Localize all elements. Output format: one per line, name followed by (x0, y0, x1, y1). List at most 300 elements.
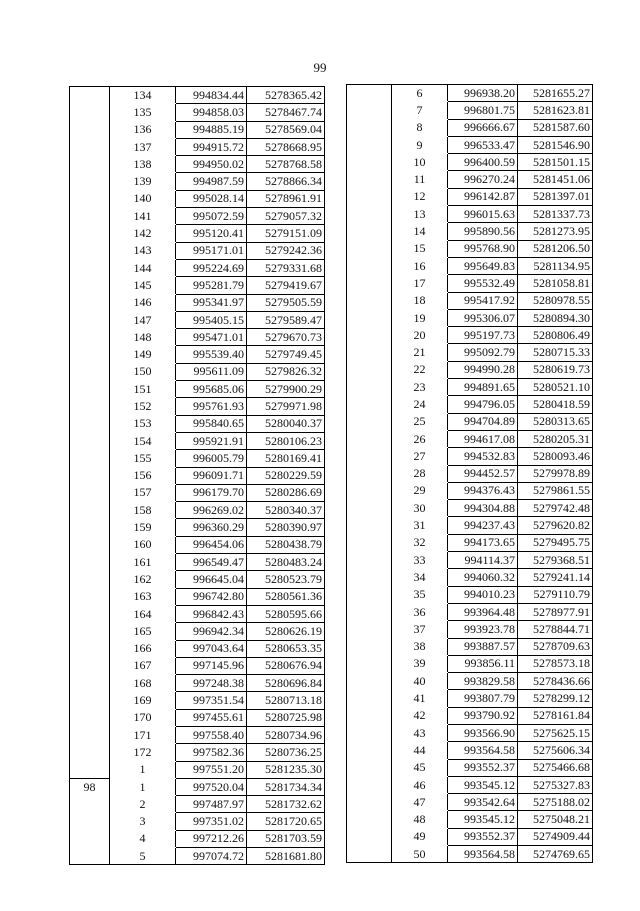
point-number-cell: 168 (133, 675, 152, 690)
x-coordinate-cell: 995028.14 (176, 190, 247, 207)
point-number-cell: 15 (413, 241, 426, 256)
group-cell (347, 846, 392, 863)
table-row (70, 519, 325, 536)
table-row (347, 102, 593, 119)
x-coordinate-cell: 994237.43 (448, 517, 518, 534)
y-coordinate-cell: 5280561.36 (247, 588, 325, 605)
table-row (347, 223, 593, 240)
group-cell (70, 138, 110, 155)
point-number-cell: 44 (413, 742, 426, 757)
table-row (347, 517, 593, 534)
table-row (347, 257, 593, 274)
table-row (347, 206, 593, 223)
x-coordinate-cell: 994060.32 (448, 569, 518, 586)
y-coordinate-cell: 5280894.30 (518, 309, 593, 326)
x-coordinate-cell: 995611.09 (176, 363, 247, 380)
point-number-cell: 147 (133, 312, 152, 327)
point-number-cell: 16 (413, 258, 426, 273)
y-coordinate-cell: 5278866.34 (247, 173, 325, 190)
y-coordinate-cell: 5280205.31 (518, 430, 593, 447)
table-row (70, 156, 325, 173)
y-coordinate-cell: 5280390.97 (247, 519, 325, 536)
table-row (347, 673, 593, 690)
table-row (347, 690, 593, 707)
y-coordinate-cell: 5279368.51 (518, 552, 593, 569)
x-coordinate-cell: 996549.47 (176, 554, 247, 571)
table-row (347, 759, 593, 776)
group-cell (70, 761, 110, 778)
x-coordinate-cell: 996742.80 (176, 588, 247, 605)
group-cell (347, 102, 392, 119)
x-coordinate-cell: 997043.64 (176, 640, 247, 657)
group-cell (347, 776, 392, 793)
x-coordinate-cell: 993552.37 (448, 759, 518, 776)
point-number-cell: 149 (133, 347, 152, 362)
x-coordinate-cell: 995539.40 (176, 346, 247, 363)
x-coordinate-cell: 993829.58 (448, 673, 518, 690)
point-number-cell: 145 (133, 277, 152, 292)
table-row (70, 778, 325, 795)
y-coordinate-cell: 5281732.62 (247, 796, 325, 813)
x-coordinate-cell: 995197.73 (448, 327, 518, 344)
table-row (70, 381, 325, 398)
table-row (347, 828, 593, 845)
group-cell (347, 206, 392, 223)
group-cell (70, 173, 110, 190)
y-coordinate-cell: 5279620.82 (518, 517, 593, 534)
y-coordinate-cell: 5280286.69 (247, 484, 325, 501)
point-number-cell: 12 (413, 189, 426, 204)
y-coordinate-cell: 5281273.95 (518, 223, 593, 240)
x-coordinate-cell: 995171.01 (176, 242, 247, 259)
x-coordinate-cell: 997551.20 (176, 761, 247, 778)
table-row (70, 484, 325, 501)
y-coordinate-cell: 5279589.47 (247, 311, 325, 328)
y-coordinate-cell: 5280715.33 (518, 344, 593, 361)
table-row (347, 846, 593, 863)
y-coordinate-cell: 5275327.83 (518, 776, 593, 793)
group-cell (70, 675, 110, 692)
point-number-cell: 36 (413, 604, 426, 619)
point-number-cell: 142 (133, 226, 152, 241)
table-row (347, 136, 593, 153)
y-coordinate-cell: 5280040.37 (247, 415, 325, 432)
point-number-cell: 41 (413, 691, 426, 706)
x-coordinate-cell: 996942.34 (176, 623, 247, 640)
table-row (70, 848, 325, 865)
group-cell (70, 259, 110, 276)
group-cell (70, 744, 110, 761)
x-coordinate-cell: 997145.96 (176, 657, 247, 674)
point-number-cell: 167 (133, 658, 152, 673)
table-row (70, 173, 325, 190)
x-coordinate-cell: 995341.97 (176, 294, 247, 311)
y-coordinate-cell: 5280595.66 (247, 605, 325, 622)
x-coordinate-cell: 995405.15 (176, 311, 247, 328)
y-coordinate-cell: 5279826.32 (247, 363, 325, 380)
group-cell (347, 257, 392, 274)
x-coordinate-cell: 997582.36 (176, 744, 247, 761)
group-cell (347, 759, 392, 776)
point-number-cell: 42 (413, 708, 426, 723)
point-number-cell: 153 (133, 416, 152, 431)
x-coordinate-cell: 993923.78 (448, 621, 518, 638)
x-coordinate-cell: 996938.20 (448, 85, 518, 102)
point-number-cell: 1 (110, 778, 176, 795)
point-number-cell: 140 (133, 191, 152, 206)
group-cell (347, 655, 392, 672)
x-coordinate-cell: 996005.79 (176, 450, 247, 467)
y-coordinate-cell: 5281451.06 (518, 171, 593, 188)
group-cell (70, 726, 110, 743)
x-coordinate-cell: 997487.97 (176, 796, 247, 813)
group-cell (70, 277, 110, 294)
table-row (70, 657, 325, 674)
point-number-cell: 34 (413, 569, 426, 584)
x-coordinate-cell: 995685.06 (176, 381, 247, 398)
coordinates-table-left (69, 86, 325, 865)
y-coordinate-cell: 5278436.66 (518, 673, 593, 690)
y-coordinate-cell: 5281587.60 (518, 119, 593, 136)
group-cell (70, 398, 110, 415)
group-cell (70, 432, 110, 449)
group-cell (347, 309, 392, 326)
x-coordinate-cell: 995761.93 (176, 398, 247, 415)
table-row (347, 638, 593, 655)
table-row (347, 344, 593, 361)
point-number-cell: 32 (413, 535, 426, 550)
y-coordinate-cell: 5275466.68 (518, 759, 593, 776)
group-cell (70, 329, 110, 346)
point-number-cell: 172 (133, 744, 152, 759)
x-coordinate-cell: 994704.89 (448, 413, 518, 430)
x-coordinate-cell: 995417.92 (448, 292, 518, 309)
point-number-cell: 165 (133, 623, 152, 638)
group-cell (70, 796, 110, 813)
group-cell (347, 482, 392, 499)
group-cell (347, 379, 392, 396)
point-number-cell: 10 (413, 154, 426, 169)
point-number-cell: 139 (133, 174, 152, 189)
table-row (347, 85, 593, 102)
point-number-cell: 155 (133, 450, 152, 465)
point-number-cell: 48 (413, 812, 426, 827)
point-number-cell: 21 (413, 345, 426, 360)
point-number-cell: 17 (413, 275, 426, 290)
point-number-cell: 137 (133, 139, 152, 154)
point-number-cell: 35 (413, 587, 426, 602)
point-number-cell: 19 (413, 310, 426, 325)
x-coordinate-cell: 997455.61 (176, 709, 247, 726)
x-coordinate-cell: 994796.05 (448, 396, 518, 413)
x-coordinate-cell: 996270.24 (448, 171, 518, 188)
point-number-cell: 138 (133, 156, 152, 171)
y-coordinate-cell: 5279057.32 (247, 208, 325, 225)
table-row (347, 621, 593, 638)
table-row (347, 240, 593, 257)
group-cell (70, 346, 110, 363)
point-number-cell: 25 (413, 414, 426, 429)
y-coordinate-cell: 5279971.98 (247, 398, 325, 415)
y-coordinate-cell: 5280619.73 (518, 361, 593, 378)
group-cell (347, 603, 392, 620)
point-number-cell: 9 (416, 137, 423, 152)
y-coordinate-cell: 5281337.73 (518, 206, 593, 223)
table-row (70, 277, 325, 294)
table-row (70, 640, 325, 657)
group-cell (347, 638, 392, 655)
group-cell (70, 519, 110, 536)
y-coordinate-cell: 5279742.48 (518, 500, 593, 517)
table-row (347, 119, 593, 136)
y-coordinate-cell: 5279861.55 (518, 482, 593, 499)
table-row (70, 87, 325, 104)
table-row (347, 396, 593, 413)
x-coordinate-cell: 996666.67 (448, 119, 518, 136)
group-cell (347, 119, 392, 136)
table-row (70, 467, 325, 484)
x-coordinate-cell: 995120.41 (176, 225, 247, 242)
point-number-cell: 37 (413, 621, 426, 636)
table-row (347, 534, 593, 551)
x-coordinate-cell: 994114.37 (448, 552, 518, 569)
y-coordinate-cell: 5280713.18 (247, 692, 325, 709)
y-coordinate-cell: 5279670.73 (247, 329, 325, 346)
point-number-cell: 26 (413, 431, 426, 446)
group-cell (70, 571, 110, 588)
group-cell (70, 830, 110, 847)
y-coordinate-cell: 5280521.10 (518, 379, 593, 396)
group-cell (347, 448, 392, 465)
group-cell (70, 363, 110, 380)
y-coordinate-cell: 5279419.67 (247, 277, 325, 294)
group-cell (347, 586, 392, 603)
y-coordinate-cell: 5280653.35 (247, 640, 325, 657)
y-coordinate-cell: 5280340.37 (247, 502, 325, 519)
table-row (347, 275, 593, 292)
y-coordinate-cell: 5281397.01 (518, 188, 593, 205)
table-row (70, 709, 325, 726)
x-coordinate-cell: 995768.90 (448, 240, 518, 257)
point-number-cell: 169 (133, 693, 152, 708)
group-cell (70, 502, 110, 519)
group-cell (347, 673, 392, 690)
x-coordinate-cell: 994376.43 (448, 482, 518, 499)
y-coordinate-cell: 5278299.12 (518, 690, 593, 707)
table-row (70, 104, 325, 121)
table-row (347, 413, 593, 430)
table-row (347, 569, 593, 586)
group-cell (347, 171, 392, 188)
group-cell (70, 623, 110, 640)
x-coordinate-cell: 994173.65 (448, 534, 518, 551)
x-coordinate-cell: 993790.92 (448, 707, 518, 724)
x-coordinate-cell: 997351.54 (176, 692, 247, 709)
y-coordinate-cell: 5278709.63 (518, 638, 593, 655)
group-cell (347, 292, 392, 309)
group-cell (70, 450, 110, 467)
y-coordinate-cell: 5279505.59 (247, 294, 325, 311)
y-coordinate-cell: 5279110.79 (518, 586, 593, 603)
table-row (347, 586, 593, 603)
y-coordinate-cell: 5278467.74 (247, 104, 325, 121)
point-number-cell: 3 (139, 814, 146, 829)
x-coordinate-cell: 994532.83 (448, 448, 518, 465)
y-coordinate-cell: 5278569.04 (247, 121, 325, 138)
table-row (70, 329, 325, 346)
table-row (347, 552, 593, 569)
y-coordinate-cell: 5274769.65 (518, 846, 593, 863)
x-coordinate-cell: 994987.59 (176, 173, 247, 190)
point-number-cell: 33 (413, 552, 426, 567)
group-cell (70, 87, 110, 104)
x-coordinate-cell: 993545.12 (448, 776, 518, 793)
group-cell (347, 275, 392, 292)
y-coordinate-cell: 5281720.65 (247, 813, 325, 830)
x-coordinate-cell: 995092.79 (448, 344, 518, 361)
point-number-cell: 156 (133, 468, 152, 483)
point-number-cell: 162 (133, 571, 152, 586)
point-number-cell: 148 (133, 329, 152, 344)
group-cell (347, 828, 392, 845)
group-cell (347, 690, 392, 707)
point-number-cell: 18 (413, 293, 426, 308)
y-coordinate-cell: 5279242.36 (247, 242, 325, 259)
table-row (70, 571, 325, 588)
point-number-cell: 40 (413, 673, 426, 688)
table-row (347, 188, 593, 205)
group-cell (347, 327, 392, 344)
point-number-cell: 151 (133, 381, 152, 396)
point-number-cell: 1 (139, 762, 146, 777)
table-row (347, 482, 593, 499)
table-row (347, 292, 593, 309)
y-coordinate-cell: 5280523.79 (247, 571, 325, 588)
y-coordinate-cell: 5275048.21 (518, 811, 593, 828)
group-cell (347, 811, 392, 828)
group-cell (347, 500, 392, 517)
point-number-cell: 161 (133, 554, 152, 569)
y-coordinate-cell: 5280734.96 (247, 726, 325, 743)
x-coordinate-cell: 996142.87 (448, 188, 518, 205)
table-row (347, 724, 593, 741)
y-coordinate-cell: 5280806.49 (518, 327, 593, 344)
y-coordinate-cell: 5278844.71 (518, 621, 593, 638)
y-coordinate-cell: 5280483.24 (247, 554, 325, 571)
x-coordinate-cell: 995890.56 (448, 223, 518, 240)
x-coordinate-cell: 994010.23 (448, 586, 518, 603)
table-row (347, 171, 593, 188)
group-cell (70, 554, 110, 571)
table-row (70, 623, 325, 640)
y-coordinate-cell: 5281058.81 (518, 275, 593, 292)
group-cell (347, 742, 392, 759)
table-row (70, 225, 325, 242)
table-row (347, 379, 593, 396)
group-cell (347, 552, 392, 569)
y-coordinate-cell: 5274909.44 (518, 828, 593, 845)
group-cell (70, 467, 110, 484)
x-coordinate-cell: 993545.12 (448, 811, 518, 828)
table-row (347, 465, 593, 482)
y-coordinate-cell: 5275625.15 (518, 724, 593, 741)
point-number-cell: 43 (413, 725, 426, 740)
group-cell (347, 430, 392, 447)
point-number-cell: 30 (413, 500, 426, 515)
y-coordinate-cell: 5279151.09 (247, 225, 325, 242)
x-coordinate-cell: 995471.01 (176, 329, 247, 346)
y-coordinate-cell: 5278977.91 (518, 603, 593, 620)
group-cell (70, 208, 110, 225)
y-coordinate-cell: 5278768.58 (247, 156, 325, 173)
y-coordinate-cell: 5278668.95 (247, 138, 325, 155)
table-row (347, 655, 593, 672)
group-cell (70, 156, 110, 173)
table-row (347, 361, 593, 378)
point-number-cell: 141 (133, 208, 152, 223)
x-coordinate-cell: 995224.69 (176, 259, 247, 276)
table-row (70, 744, 325, 761)
group-cell (70, 484, 110, 501)
y-coordinate-cell: 5280106.23 (247, 432, 325, 449)
group-cell (347, 534, 392, 551)
x-coordinate-cell: 996015.63 (448, 206, 518, 223)
point-number-cell: 152 (133, 398, 152, 413)
group-cell (347, 136, 392, 153)
group-cell (70, 605, 110, 622)
x-coordinate-cell: 996454.06 (176, 536, 247, 553)
table-row (70, 813, 325, 830)
table-row (70, 830, 325, 847)
x-coordinate-cell: 995281.79 (176, 277, 247, 294)
table-row (347, 327, 593, 344)
group-cell (347, 188, 392, 205)
group-cell (70, 692, 110, 709)
x-coordinate-cell: 997212.26 (176, 830, 247, 847)
y-coordinate-cell: 5279978.89 (518, 465, 593, 482)
group-cell (347, 724, 392, 741)
x-coordinate-cell: 996179.70 (176, 484, 247, 501)
table-row (347, 742, 593, 759)
x-coordinate-cell: 994858.03 (176, 104, 247, 121)
table-row (70, 208, 325, 225)
x-coordinate-cell: 997074.72 (176, 848, 247, 865)
x-coordinate-cell: 995072.59 (176, 208, 247, 225)
group-cell (347, 413, 392, 430)
point-number-cell: 11 (413, 172, 426, 187)
table-row (70, 588, 325, 605)
y-coordinate-cell: 5275606.34 (518, 742, 593, 759)
table-row (70, 726, 325, 743)
group-cell (347, 240, 392, 257)
point-number-cell: 49 (413, 829, 426, 844)
x-coordinate-cell: 995649.83 (448, 257, 518, 274)
table-row (70, 294, 325, 311)
table-row (70, 554, 325, 571)
table-row (70, 450, 325, 467)
table-row (70, 761, 325, 778)
group-cell (70, 415, 110, 432)
point-number-cell: 13 (413, 206, 426, 221)
point-number-cell: 24 (413, 396, 426, 411)
x-coordinate-cell: 993552.37 (448, 828, 518, 845)
y-coordinate-cell: 5279495.75 (518, 534, 593, 551)
table-row (347, 776, 593, 793)
point-number-cell: 5 (110, 848, 176, 865)
point-number-cell: 6 (392, 85, 448, 102)
y-coordinate-cell: 5279900.29 (247, 381, 325, 398)
point-number-cell: 158 (133, 502, 152, 517)
